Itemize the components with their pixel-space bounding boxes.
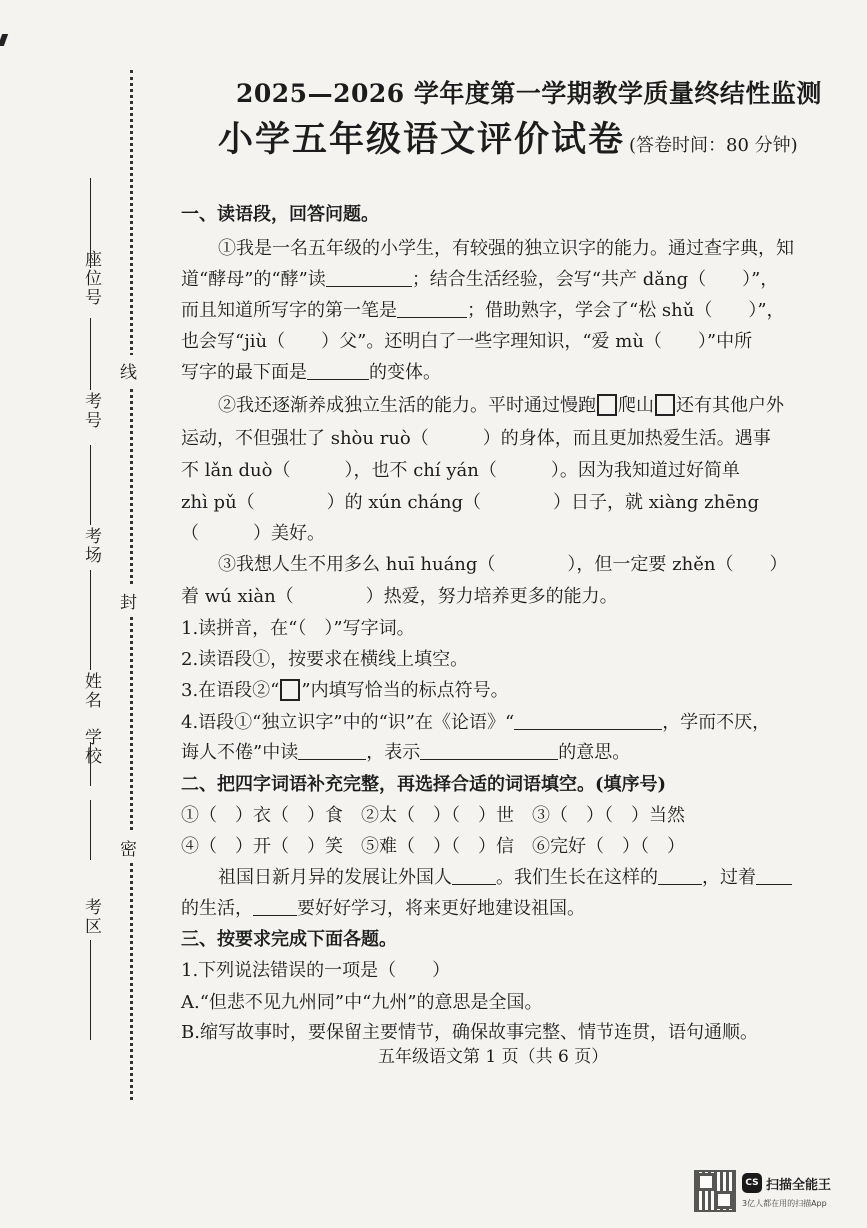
name-line [90, 570, 91, 670]
section-2-heading: 二、把四字词语补充完整，再选择合适的词语填空。(填序号) [181, 774, 667, 795]
para-1-line-2 [181, 265, 778, 291]
scanner-logo-icon: CS [742, 1173, 762, 1193]
para-1-line-5 [181, 358, 441, 384]
text: 而且知道所写字的第一笔是 [181, 300, 397, 321]
text: 的意思。 [558, 742, 631, 763]
page-footer: 五年级语文第 1 页（共 6 页） [378, 1047, 609, 1067]
text: ，过着 [702, 867, 756, 888]
para-3-line-2: 着 wú xiàn（ ）热爱，努力培养更多的能力。 [181, 586, 618, 607]
text: ”内填写恰当的标点符号。 [301, 680, 509, 701]
time-note: (答卷时间：80 分钟) [629, 135, 798, 156]
question-1-3 [181, 676, 509, 702]
text: ；结合生活经验，会写“共产 dǎng（ ）”， [411, 269, 779, 290]
text: 3.在语段②“ [181, 680, 280, 701]
exam-period-title: 2025—2026 学年度第一学期教学质量终结性监测 [236, 79, 822, 108]
answer-blank[interactable] [253, 899, 297, 916]
scanner-tagline: 3亿人都在用的扫描App [742, 1199, 827, 1208]
seal-word-line: 线 [120, 355, 137, 386]
exam-title: 小学五年级语文评价试卷 [218, 120, 626, 160]
answer-blank[interactable] [452, 868, 496, 885]
para-2-line-4: zhì pǔ（ ）的 xún cháng（ ）日子，就 xiàng zhēng [181, 492, 760, 513]
para-2-line-1 [218, 391, 784, 417]
text: 。我们生长在这样的 [496, 867, 658, 888]
answer-blank[interactable] [307, 363, 369, 380]
text: 祖国日新月异的发展让外国人 [218, 867, 452, 888]
punctuation-box[interactable] [597, 394, 617, 416]
scanner-app-name: 扫描全能王 [766, 1178, 832, 1193]
answer-blank[interactable] [756, 868, 792, 885]
text: 诲人不倦”中读 [181, 742, 299, 763]
text: ，学而不厌， [662, 712, 771, 733]
school-label: 学校 [81, 728, 101, 766]
text: 还有其他户外 [676, 395, 784, 416]
fill-line-2 [181, 894, 585, 920]
para-2-line-5: （ ）美好。 [181, 523, 325, 544]
text: 的变体。 [369, 362, 441, 383]
question-1-4-line-2 [181, 738, 630, 764]
answer-blank[interactable] [420, 743, 558, 760]
option-a: A.“但悲不见九州同”中“九州”的意思是全国。 [181, 992, 543, 1013]
text: ；借助熟字，学会了“松 shǔ（ ）”， [467, 300, 785, 321]
question-1-4-line-1 [181, 708, 770, 734]
district-line-top [90, 800, 91, 860]
punctuation-box[interactable] [655, 394, 675, 416]
question-1-1: 1.读拼音，在“（ ）”写字词。 [181, 618, 415, 639]
idiom-row-2: ④（ ）开（ ）笑 ⑤难（ ）（ ）信 ⑥完好（ ）（ ） [181, 836, 685, 857]
district-label: 考区 [81, 898, 101, 936]
para-1-line-4: 也会写“jiù（ ）父”。还明白了一些字理知识，“爱 mù（ ）”中所 [181, 331, 753, 352]
name-label: 姓名 [81, 672, 101, 710]
para-1-line-1: ①我是一名五年级的小学生，有较强的独立识字的能力。通过查字典，知 [218, 238, 794, 259]
punctuation-box-sample [280, 679, 300, 701]
exam-number-label: 考号 [81, 392, 101, 430]
answer-blank[interactable] [658, 868, 702, 885]
idiom-row-1: ①（ ）衣（ ）食 ②太（ ）（ ）世 ③（ ）（ ）当然 [181, 805, 685, 826]
para-3-line-1: ③我想人生不用多么 huī huáng（ ），但一定要 zhěn（ ） [218, 554, 788, 575]
exam-number-line [90, 318, 91, 390]
scanner-watermark [694, 1170, 854, 1220]
text: 道“酵母”的“酵”读 [181, 269, 326, 290]
exam-title-row [218, 112, 798, 162]
section-1-heading: 一、读语段，回答问题。 [181, 204, 379, 225]
text: ②我还逐渐养成独立生活的能力。平时通过慢跑 [218, 395, 596, 416]
answer-blank[interactable] [514, 713, 662, 730]
para-2-line-2: 运动，不但强壮了 shòu ruò（ ）的身体，而且更加热爱生活。遇事 [181, 428, 771, 449]
answer-blank[interactable] [298, 743, 366, 760]
seal-word-seal: 封 [120, 585, 137, 616]
text: ，表示 [366, 742, 421, 763]
text: 写字的最下面是 [181, 362, 307, 383]
answer-blank[interactable] [326, 270, 412, 287]
qr-code-icon [694, 1170, 736, 1212]
question-1-2: 2.读语段①，按要求在横线上填空。 [181, 649, 469, 670]
text: 爬山 [618, 395, 654, 416]
answer-blank[interactable] [397, 301, 467, 318]
seat-number-label: 座位号 [81, 250, 101, 307]
option-b: B.缩写故事时，要保留主要情节，确保故事完整、情节连贯，语句通顺。 [181, 1022, 758, 1043]
text: 要好好学习，将来更好地建设祖国。 [297, 898, 585, 919]
section-3-heading: 三、按要求完成下面各题。 [181, 929, 397, 950]
question-3-1: 1.下列说法错误的一项是（ ） [181, 960, 451, 981]
seal-word-dense: 密 [120, 832, 137, 863]
para-1-line-3 [181, 296, 785, 322]
para-2-line-3: 不 lǎn duò（ ），也不 chí yán（ ）。因为我知道过好简单 [181, 460, 740, 481]
district-line [90, 940, 91, 1040]
text: 4.语段①“独立识字”中的“识”在《论语》“ [181, 712, 515, 733]
text: 的生活， [181, 898, 253, 919]
scan-corner-mark [0, 34, 8, 46]
exam-room-label: 考场 [81, 527, 101, 565]
exam-room-line [90, 445, 91, 525]
fill-line-1 [218, 863, 792, 889]
